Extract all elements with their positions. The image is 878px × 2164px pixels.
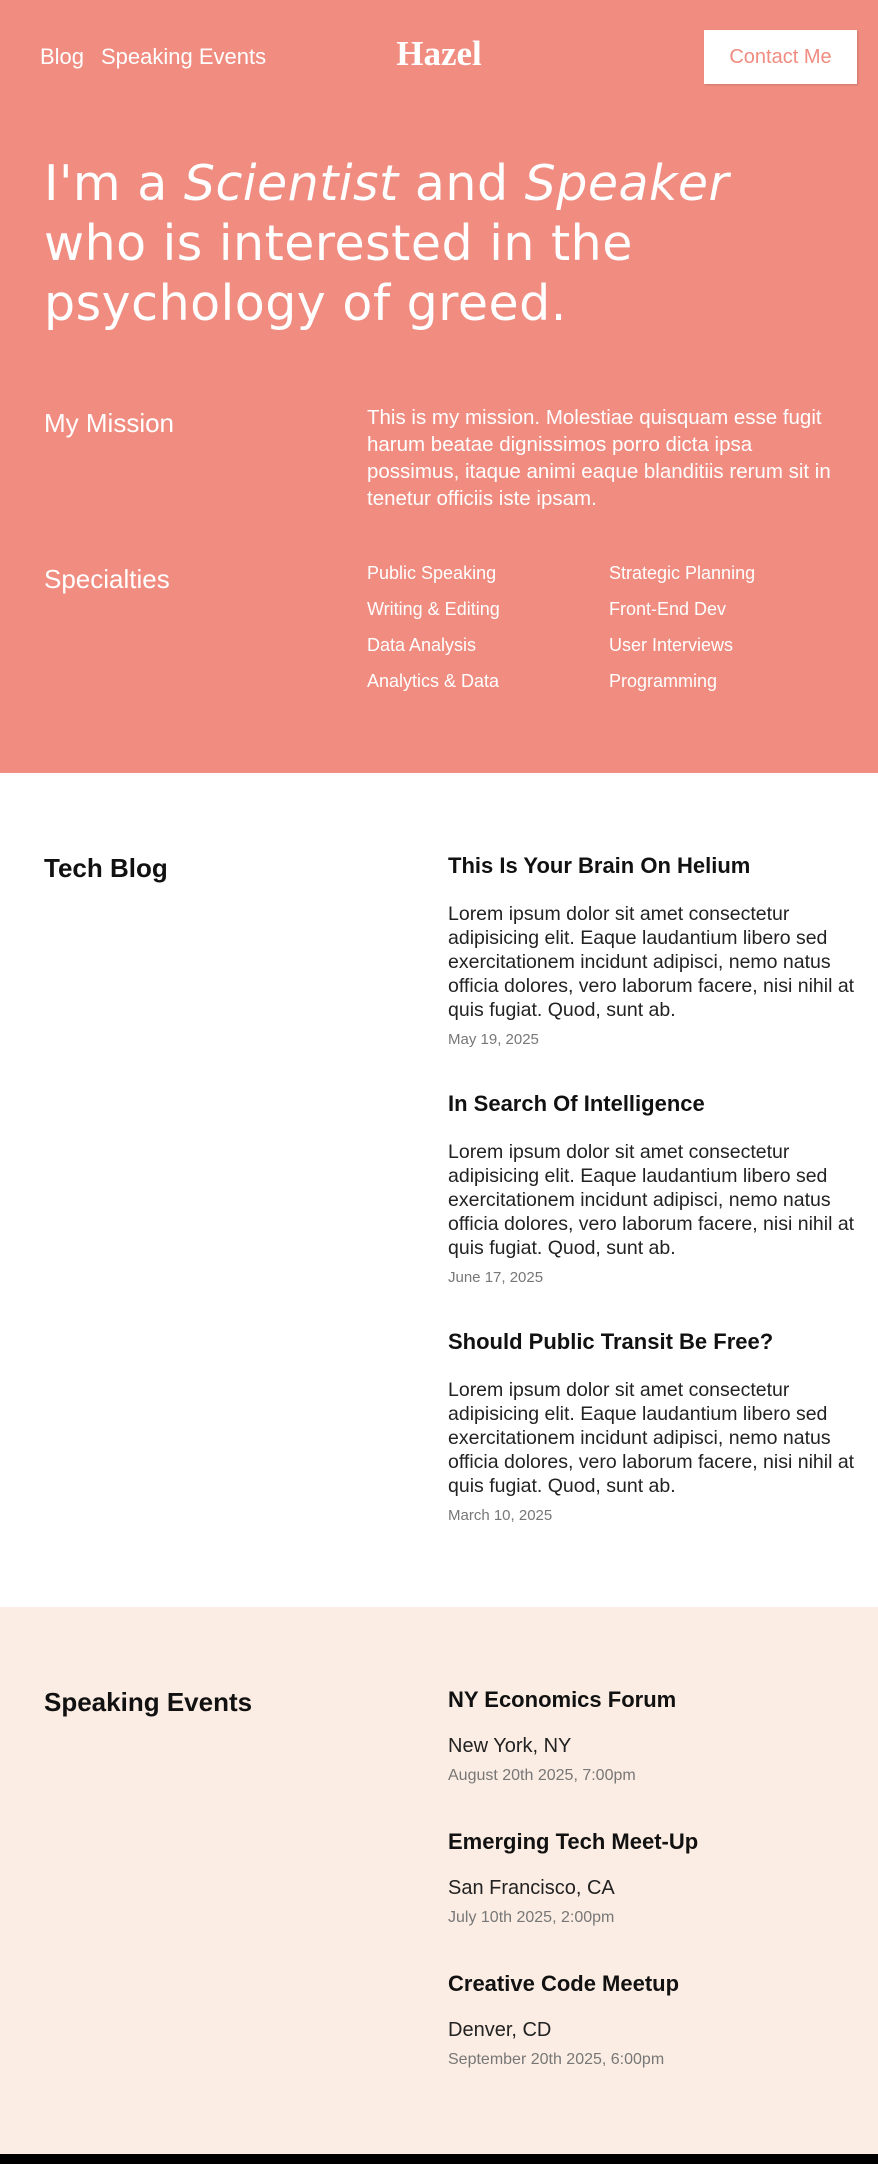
nav-link-speaking-events[interactable]: Speaking Events (101, 44, 267, 69)
event-location: Denver, CD (448, 2019, 552, 2041)
speaking-events-section (0, 1607, 878, 2154)
event-location: San Francisco, CA (448, 1877, 615, 1899)
specialties-label: Specialties (44, 564, 170, 594)
blog-post-title[interactable]: In Search Of Intelligence (448, 1091, 705, 1116)
blog-post-excerpt: Lorem ipsum dolor sit amet consectetur adipisicing elit. Eaque laudantium libero sed exercitationem incidunt adipisci, nemo natus officia dolores, vero laborum facere, nisi nihil at quis fugiat. Quod, sunt ab. (448, 1141, 855, 1259)
specialty-item: Public Speaking (367, 563, 497, 583)
nav-link-blog[interactable]: Blog (40, 44, 85, 69)
event-date: September 20th 2025, 6:00pm (448, 2051, 665, 2068)
specialty-item: Programming (609, 671, 718, 691)
specialty-item: Analytics & Data (367, 671, 500, 691)
event-location: New York, NY (448, 1735, 572, 1757)
specialty-item: Writing & Editing (367, 599, 500, 619)
hero-headline (44, 154, 844, 334)
blog-post-title[interactable]: Should Public Transit Be Free? (448, 1329, 774, 1354)
hero-section (0, 0, 878, 773)
blog-section-title: Tech Blog (44, 853, 168, 883)
mission-text: This is my mission. Molestiae quisquam esse fugit harum beatae dignissimos porro dicta ipsa possimus, itaque animi eaque blanditiis rerum sit in tenetur officiis iste ipsam. (367, 406, 831, 510)
footer-bar (0, 2154, 878, 2164)
specialty-item: Strategic Planning (609, 563, 756, 583)
event-title[interactable]: Creative Code Meetup (448, 1971, 680, 1996)
headline-part-2: and (398, 155, 525, 212)
blog-post-date: May 19, 2025 (448, 1031, 539, 1048)
headline-part-3: who is interested in the psychology of greed. (44, 215, 633, 332)
headline-part-1: I'm a (44, 155, 184, 212)
blog-post-excerpt: Lorem ipsum dolor sit amet consectetur adipisicing elit. Eaque laudantium libero sed exercitationem incidunt adipisci, nemo natus officia dolores, vero laborum facere, nisi nihil at quis fugiat. Quod, sunt ab. (448, 903, 855, 1021)
headline-emphasis-speaker: Speaker (524, 155, 730, 212)
contact-button[interactable]: Contact Me (704, 30, 857, 84)
mission-label: My Mission (44, 408, 175, 438)
blog-post-date: March 10, 2025 (448, 1507, 553, 1524)
event-title[interactable]: NY Economics Forum (448, 1687, 677, 1712)
blog-post-date: June 17, 2025 (448, 1269, 544, 1286)
blog-post-excerpt: Lorem ipsum dolor sit amet consectetur adipisicing elit. Eaque laudantium libero sed exercitationem incidunt adipisci, nemo natus officia dolores, vero laborum facere, nisi nihil at quis fugiat. Quod, sunt ab. (448, 1379, 855, 1497)
event-title[interactable]: Emerging Tech Meet-Up (448, 1829, 699, 1854)
blog-post-title[interactable]: This Is Your Brain On Helium (448, 853, 751, 878)
specialty-item: Data Analysis (367, 635, 477, 655)
brand-logo[interactable]: Hazel (396, 34, 482, 73)
events-section-title: Speaking Events (44, 1687, 253, 1717)
specialty-item: Front-End Dev (609, 599, 727, 619)
event-date: July 10th 2025, 2:00pm (448, 1909, 615, 1926)
blog-section (0, 773, 878, 1607)
event-date: August 20th 2025, 7:00pm (448, 1767, 636, 1784)
headline-emphasis-scientist: Scientist (183, 155, 399, 212)
specialty-item: User Interviews (609, 635, 734, 655)
